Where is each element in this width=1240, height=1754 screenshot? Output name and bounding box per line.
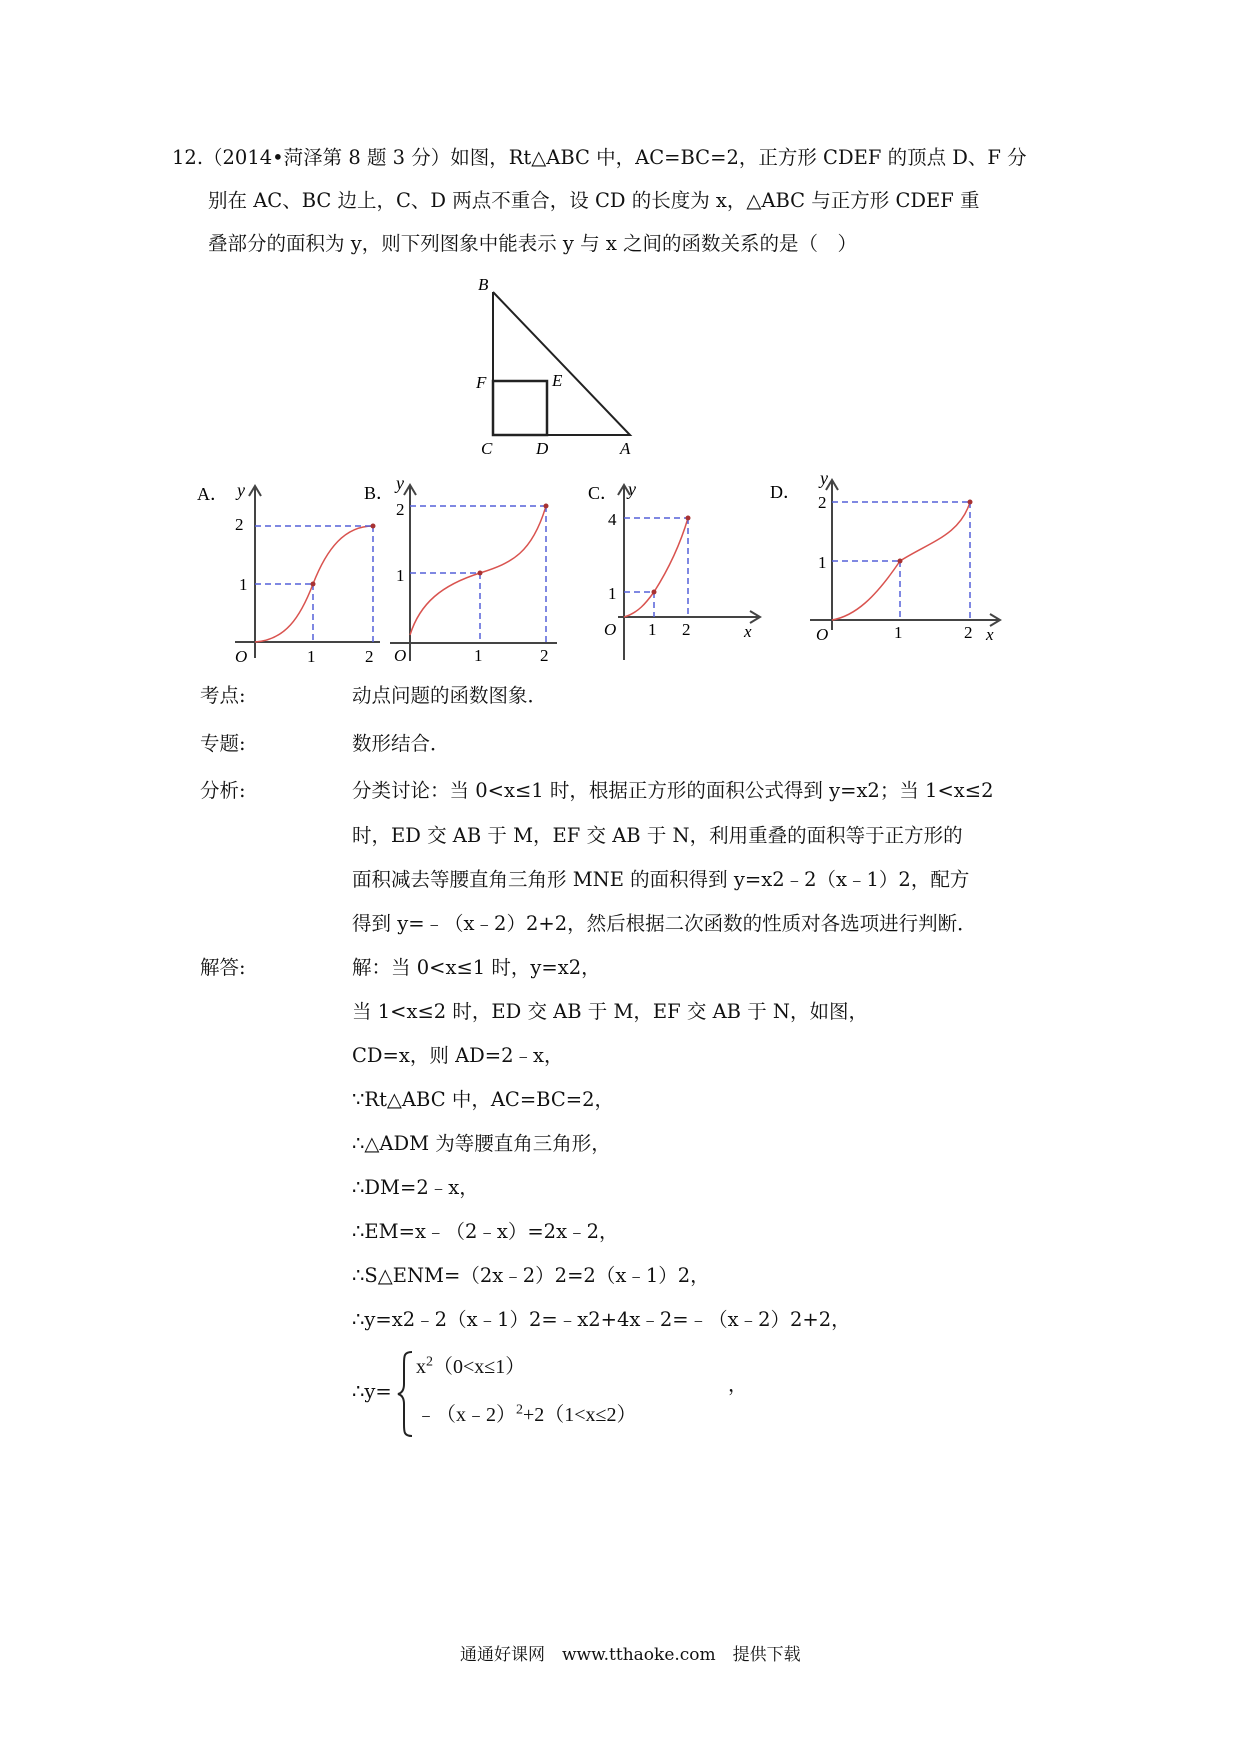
option-b-y-label: y bbox=[396, 473, 404, 493]
figure-label-F: F bbox=[476, 373, 487, 392]
option-b-graph bbox=[362, 473, 562, 668]
piecewise-prefix: ∴y= bbox=[352, 1380, 392, 1403]
footer-text: 通通好课网 www.tthaoke.com 提供下载 bbox=[460, 1645, 801, 1665]
option-a-letter: A． bbox=[197, 484, 228, 504]
piecewise-suffix: ， bbox=[728, 1373, 748, 1396]
option-a-v2: 2 bbox=[235, 515, 244, 534]
option-d-v1: 1 bbox=[818, 553, 827, 572]
triangle-figure bbox=[470, 272, 650, 462]
piecewise-case-1-condition: （0<x≤1） bbox=[433, 1356, 526, 1378]
option-a-v1: 1 bbox=[239, 575, 248, 594]
zhuanti-label: 专题: bbox=[200, 732, 246, 755]
figure-label-B: B bbox=[478, 275, 489, 294]
option-d-v2: 2 bbox=[818, 493, 827, 512]
option-a-t2: 2 bbox=[365, 647, 374, 666]
fenxi-label: 分析: bbox=[200, 779, 246, 802]
option-c-v2: 4 bbox=[608, 510, 617, 529]
jieda-line: ∴y=x2﹣2（x﹣1）2=﹣x2+4x﹣2=﹣（x﹣2）2+2， bbox=[352, 1308, 851, 1331]
option-b-t2: 2 bbox=[540, 646, 549, 665]
zhuanti-text: 数形结合． bbox=[352, 732, 450, 755]
option-c-t2: 2 bbox=[682, 620, 691, 639]
jieda-line: 当 1<x≤2 时，ED 交 AB 于 M，EF 交 AB 于 N，如图， bbox=[352, 1000, 868, 1023]
jieda-line: 解：当 0<x≤1 时，y=x2， bbox=[352, 956, 601, 979]
piecewise-case-1-exponent: 2 bbox=[426, 1354, 433, 1370]
question-line-1: 12.（2014•菏泽第 8 题 3 分）如图，Rt△ABC 中，AC=BC=2，正方形 CDEF 的顶点 D、F 分 bbox=[172, 146, 1027, 169]
jieda-line: ∴S△ENM=（2x﹣2）2=2（x﹣1）2， bbox=[352, 1264, 710, 1287]
figure-label-D: D bbox=[536, 439, 549, 458]
option-b-v1: 1 bbox=[396, 566, 405, 585]
option-d-origin: O bbox=[816, 625, 829, 644]
option-c-v1: 1 bbox=[608, 584, 617, 603]
option-b-letter: B． bbox=[364, 483, 395, 503]
kaodian-text: 动点问题的函数图象． bbox=[352, 684, 548, 707]
option-a-origin: O bbox=[235, 647, 248, 666]
jieda-line: ∴EM=x﹣（2﹣x）=2x﹣2， bbox=[352, 1220, 619, 1243]
piecewise-case-2-rest: +2（1<x≤2） bbox=[523, 1404, 637, 1426]
option-c-origin: O bbox=[604, 620, 617, 639]
option-c-letter: C． bbox=[588, 483, 619, 503]
option-c-t1: 1 bbox=[648, 620, 657, 639]
option-a-y-label: y bbox=[237, 480, 245, 500]
piecewise-case-2-exponent: 2 bbox=[516, 1402, 523, 1418]
option-d-t1: 1 bbox=[894, 623, 903, 642]
figure-label-E: E bbox=[552, 371, 563, 390]
piecewise-case-2 bbox=[416, 1398, 637, 1427]
piecewise-case-1-base: x bbox=[416, 1356, 426, 1378]
option-d-graph bbox=[770, 470, 1010, 660]
fenxi-line: 得到 y=﹣（x﹣2）2+2，然后根据二次函数的性质对各选项进行判断． bbox=[352, 912, 977, 935]
option-d-y-label: y bbox=[820, 468, 828, 488]
figure-label-C: C bbox=[481, 439, 493, 458]
piecewise-case-2-base: ﹣（x﹣2） bbox=[416, 1404, 516, 1426]
jieda-line: ∴DM=2﹣x， bbox=[352, 1176, 479, 1199]
option-c-x-label: x bbox=[744, 622, 752, 641]
option-c-y-label: y bbox=[628, 479, 636, 499]
jieda-line: ∴△ADM 为等腰直角三角形， bbox=[352, 1132, 611, 1155]
option-a-t1: 1 bbox=[307, 647, 316, 666]
option-d-t2: 2 bbox=[964, 623, 973, 642]
fenxi-line: 分类讨论：当 0<x≤1 时，根据正方形的面积公式得到 y=x2；当 1<x≤2 bbox=[352, 779, 994, 802]
jieda-line: ∵Rt△ABC 中，AC=BC=2， bbox=[352, 1088, 615, 1111]
piecewise-brace bbox=[396, 1350, 416, 1438]
option-d-letter: D． bbox=[770, 482, 801, 502]
option-d-x-label: x bbox=[986, 625, 994, 644]
option-c-graph bbox=[588, 475, 768, 665]
piecewise-case-1 bbox=[416, 1350, 525, 1379]
fenxi-line: 面积减去等腰直角三角形 MNE 的面积得到 y=x2﹣2（x﹣1）2，配方 bbox=[352, 868, 970, 891]
option-b-t1: 1 bbox=[474, 646, 483, 665]
question-line-3: 叠部分的面积为 y，则下列图象中能表示 y 与 x 之间的函数关系的是（ ） bbox=[208, 232, 858, 255]
fenxi-line: 时，ED 交 AB 于 M，EF 交 AB 于 N，利用重叠的面积等于正方形的 bbox=[352, 824, 963, 847]
figure-label-A: A bbox=[620, 439, 631, 458]
question-line-2: 别在 AC、BC 边上，C、D 两点不重合，设 CD 的长度为 x，△ABC 与正方形 CDEF 重 bbox=[208, 189, 980, 212]
option-b-v2: 2 bbox=[396, 500, 405, 519]
kaodian-label: 考点: bbox=[200, 684, 246, 707]
jieda-line: CD=x，则 AD=2﹣x， bbox=[352, 1044, 564, 1067]
option-b-origin: O bbox=[394, 646, 407, 665]
jieda-label: 解答: bbox=[200, 956, 246, 979]
